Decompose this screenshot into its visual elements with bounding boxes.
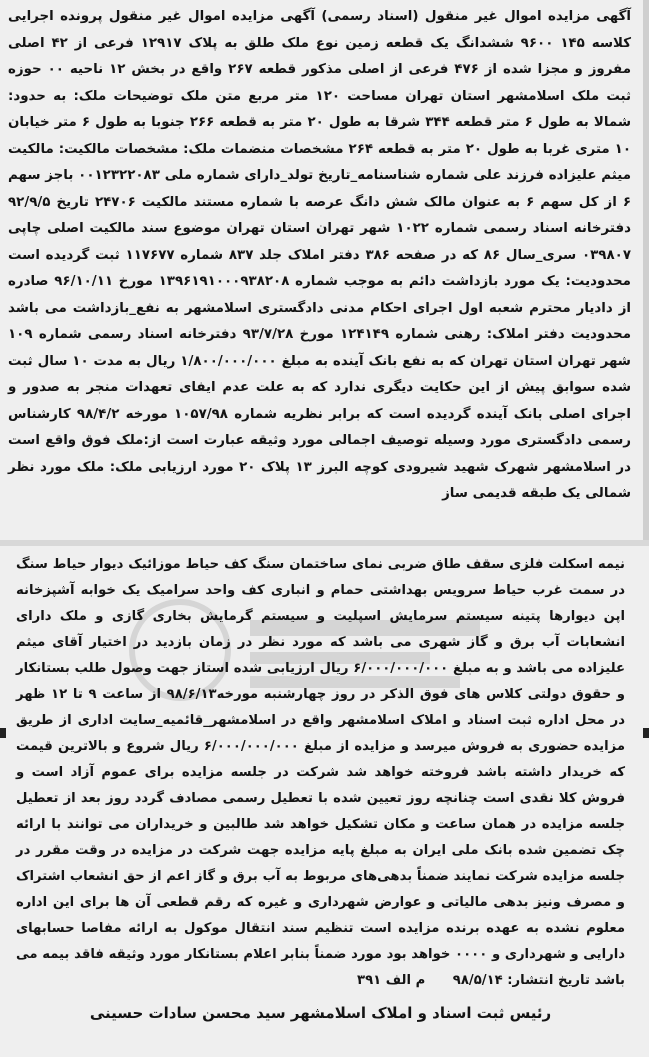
notice-signature: رئیس ثبت اسناد و املاک اسلامشهر سید محسن سادات حسینی [89,1004,552,1022]
notice-text-part2: نیمه اسکلت فلزی سقف طاق ضربی نمای ساختمان سنگ کف حیاط موزائیک دیوار حیاط سنگ در سمت غرب حیاط سرویس بهداشتی حمام و انباری کف واحد سرامیک یک خوابه آشپزخانه اپن دیوارها پتینه سیستم سرمایش اسپلیت و سیستم گرمایش بخاری گازی و ملک دارای انشعابات آب برق و گاز شهری می باشد که مورد نظر در زمان بازدید در اختیار آقای میثم علیزاده می باشد و به مبلغ ۶/۰۰۰/۰۰۰/۰۰۰ ریال ارزیابی شده استاز جهت وصول طلب بستانکار و حقوق دولتی کلاس های فوق الذکر در روز چهارشنبه مورخه۹۸/۶/۱۳ از ساعت ۹ تا ۱۲ ظهر در محل اداره ثبت اسناد و املاک اسلامشهر واقع در اسلامشهر_قائمیه_سایت اداری از طریق مزایده حضوری به فروش میرسد و مزایده از مبلغ ۶/۰۰۰/۰۰۰/۰۰۰ ریال شروع و بالاترین قیمت که خریدار داشته باشد فروخته خواهد شد شرکت در جلسه مزایده برای عموم آزاد است و فروش کلا نقدی است چنانچه روز تعیین شده با تعطیل رسمی مصادف گردد روز بعد از تعطیل جلسه مزایده در همان ساعت و مکان تشکیل خواهد شد طالبین و خریداران می توانند با ارائه چک تضمین شده بانک ملی ایران به مبلغ پایه مزایده جهت شرکت در مزایده در وقت مقرر در جلسه مزایده شرکت نمایند ضمناً بدهی‌های مربوط به آب برق و گاز اعم از حق انشعاب اشتراک و مصرف ونیز بدهی مالیاتی و عوارض شهرداری و غیره که رقم قطعی آن ها برای این اداره معلوم نشده به عهده برنده مزایده است تنظیم سند انتقال موکول به ارائه مفاصا حسابهای دارایی و شهرداری و ۰۰۰۰ خواهد بود مورد ضمناً بنابر اعلام بستانکار مورد وثیقه فاقد بیمه می باشد تاریخ انتشار: ۹۸/۵/۱۴ [16,557,626,988]
notice-ref-number: م الف ۳۹۱ [357,973,426,988]
scan-edge-mark-left [0,728,6,738]
notice-bottom-column [0,546,649,1057]
notice-text-part1: آگهی مزایده اموال غیر منقول (اسناد رسمی) آگهی مزایده اموال غیر منقول پرونده اجرایی کلاسه ۱۴۵ ۹۶۰۰ ششدانگ یک قطعه زمین نوع ملک طلق به پلاک ۱۲۹۱۷ فرعی از ۴۲ اصلی مفروز و مجزا شده از ۴۷۶ فرعی از اصلی مذکور قطعه ۲۶۷ واقع در بخش ۱۲ ناحیه ۰۰ حوزه ثبت ملک اسلامشهر استان تهران مساحت ۱۲۰ متر مربع متن ملک توضیحات ملک: به حدود: شمالا به طول ۶ متر قطعه ۳۴۴ شرقا به طول ۲۰ متر به قطعه ۲۶۶ جنوبا به طول ۶ متر خیابان ۱۰ متری غربا به طول ۲۰ متر به قطعه ۲۶۴ مشخصات منضمات ملک: مشخصات مالکیت: مالکیت میثم علیزاده فرزند علی شماره شناسنامه_تاریخ تولد_دارای شماره ملی ۰۰۱۲۳۲۲۰۸۳ باجز سهم ۶ از کل سهم ۶ به عنوان مالک شش دانگ عرصه با شماره مستند مالکیت ۲۴۷۰۶ تاریخ ۹۲/۹/۵ دفترخانه اسناد رسمی شماره ۱۰۲۲ شهر تهران استان تهران موضوع سند مالکیت اصلی چاپی ۰۳۹۸۰۷ سری_سال ۸۶ که در صفحه ۳۸۶ دفتر املاک جلد ۸۳۷ شماره ۱۱۷۶۷۷ ثبت گردیده است محدودیت: یک مورد بازداشت دائم به موجب شماره ۱۳۹۶۱۹۱۰۰۰۹۳۸۲۰۸ مورخ ۹۶/۱۰/۱۱ صادره از دادیار محترم شعبه اول اجرای احکام مدنی دادگستری اسلامشهر به نفع_بازداشت می باشد محدودیت دفتر املاک: رهنی شماره ۱۲۴۱۴۹ مورخ ۹۳/۷/۲۸ دفترخانه اسناد رسمی شماره ۱۰۹ شهر تهران استان تهران که به نفع بانک آینده به مبلغ ۱/۸۰۰/۰۰۰/۰۰۰ ریال به مدت ۱۰ سال ثبت شده سوابق پیش از این حکایت دیگری ندارد که به علت عدم ایفای تعهدات منجر به صدور و اجرای اصلی بانک آینده گردیده است که برابر نظریه شماره ۱۰۵۷/۹۸ مورخه ۹۸/۴/۲ کارشناس رسمی دادگستری مورد وسیله توصیف اجمالی مورد وثیقه عبارت است از:ملک فوق واقع است در اسلامشهر شهرک شهید شیرودی کوچه البرز ۱۳ پلاک ۲۰ مورد ارزیابی ملک: ملک مورد نظر شمالی یک طبقه قدیمی ساز [8,9,632,501]
scan-edge-mark-right [643,728,649,738]
